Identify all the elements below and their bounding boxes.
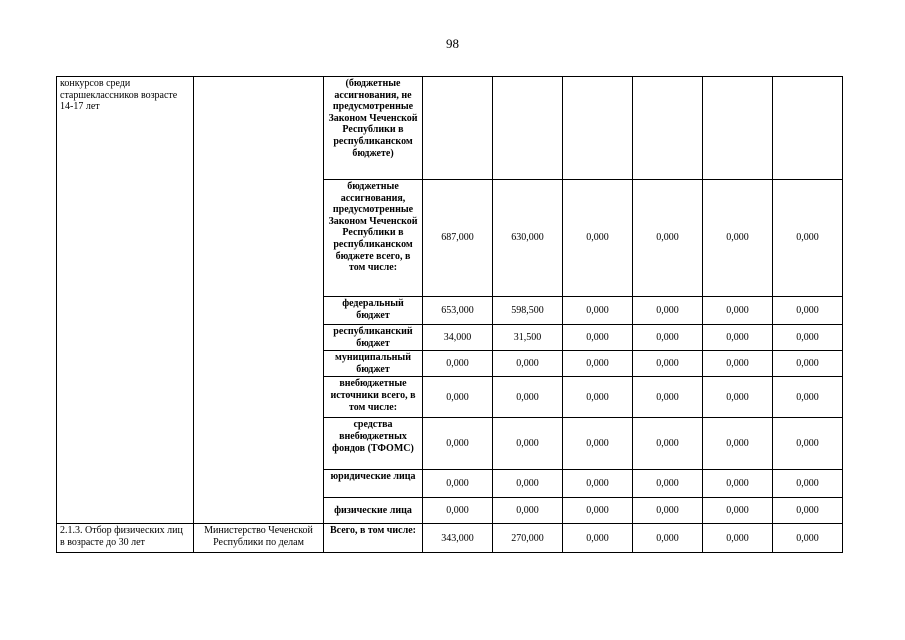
- value-cell: 687,000: [423, 180, 493, 297]
- page-number: 98: [446, 36, 459, 51]
- funding-source-cell: муниципальный бюджет: [324, 351, 423, 377]
- value-cell: 0,000: [423, 498, 493, 524]
- executor-cell: [194, 77, 324, 524]
- value-cell: [703, 77, 773, 180]
- value-cell: 598,500: [493, 297, 563, 325]
- value-cell: [563, 77, 633, 180]
- value-cell: 31,500: [493, 325, 563, 351]
- funding-source-cell: внебюджетные источники всего, в том числе:: [324, 377, 423, 418]
- value-cell: 0,000: [563, 498, 633, 524]
- value-cell: 0,000: [703, 377, 773, 418]
- value-cell: 0,000: [773, 498, 843, 524]
- event-name-cell: конкурсов среди старшеклассников возрасте 14-17 лет: [57, 77, 194, 524]
- funding-source-cell: бюджетные ассигнования, предусмотренные Законом Чеченской Республики в республиканском бюджете всего, в том числе:: [324, 180, 423, 297]
- funding-source-cell: физические лица: [324, 498, 423, 524]
- value-cell: 0,000: [773, 524, 843, 553]
- value-cell: 0,000: [703, 524, 773, 553]
- table-body: [57, 77, 843, 553]
- value-cell: 0,000: [633, 418, 703, 470]
- value-cell: 0,000: [633, 297, 703, 325]
- funding-source-cell: средства внебюджетных фондов (ТФОМС): [324, 418, 423, 470]
- value-cell: [773, 77, 843, 180]
- value-cell: 0,000: [633, 498, 703, 524]
- value-cell: 343,000: [423, 524, 493, 553]
- value-cell: 0,000: [773, 470, 843, 498]
- value-cell: 0,000: [633, 524, 703, 553]
- value-cell: 0,000: [703, 470, 773, 498]
- value-cell: 0,000: [773, 297, 843, 325]
- budget-table: [56, 76, 843, 553]
- value-cell: 0,000: [703, 180, 773, 297]
- event-name-cell: 2.1.3. Отбор физических лиц в возрасте до 30 лет: [57, 524, 194, 553]
- value-cell: 0,000: [493, 470, 563, 498]
- value-cell: 0,000: [493, 377, 563, 418]
- executor-cell: Министерство Чеченской Республики по делам: [194, 524, 324, 553]
- value-cell: 0,000: [703, 325, 773, 351]
- value-cell: 0,000: [633, 180, 703, 297]
- value-cell: 0,000: [423, 470, 493, 498]
- value-cell: 0,000: [563, 524, 633, 553]
- value-cell: 0,000: [423, 377, 493, 418]
- funding-source-cell: юридические лица: [324, 470, 423, 498]
- value-cell: 0,000: [563, 470, 633, 498]
- value-cell: 0,000: [633, 470, 703, 498]
- table-row: [57, 524, 843, 553]
- value-cell: 0,000: [423, 418, 493, 470]
- funding-source-cell: республиканский бюджет: [324, 325, 423, 351]
- value-cell: 0,000: [773, 418, 843, 470]
- value-cell: 0,000: [633, 351, 703, 377]
- value-cell: 0,000: [493, 498, 563, 524]
- value-cell: 0,000: [493, 351, 563, 377]
- value-cell: 0,000: [773, 325, 843, 351]
- value-cell: 0,000: [703, 297, 773, 325]
- value-cell: 0,000: [773, 351, 843, 377]
- value-cell: 0,000: [633, 377, 703, 418]
- table-row: [57, 77, 843, 180]
- value-cell: 0,000: [703, 351, 773, 377]
- value-cell: 34,000: [423, 325, 493, 351]
- value-cell: 0,000: [563, 377, 633, 418]
- value-cell: 0,000: [773, 180, 843, 297]
- value-cell: 0,000: [703, 418, 773, 470]
- value-cell: 0,000: [633, 325, 703, 351]
- value-cell: 0,000: [563, 297, 633, 325]
- value-cell: [423, 77, 493, 180]
- value-cell: [633, 77, 703, 180]
- value-cell: [493, 77, 563, 180]
- value-cell: 0,000: [563, 325, 633, 351]
- value-cell: 270,000: [493, 524, 563, 553]
- value-cell: 0,000: [703, 498, 773, 524]
- value-cell: 0,000: [563, 180, 633, 297]
- value-cell: 653,000: [423, 297, 493, 325]
- value-cell: 630,000: [493, 180, 563, 297]
- funding-source-cell: федеральный бюджет: [324, 297, 423, 325]
- funding-source-cell: (бюджетные ассигнования, не предусмотренные Законом Чеченской Республики в республиканском бюджете): [324, 77, 423, 180]
- value-cell: 0,000: [423, 351, 493, 377]
- value-cell: 0,000: [773, 377, 843, 418]
- value-cell: 0,000: [563, 351, 633, 377]
- value-cell: 0,000: [563, 418, 633, 470]
- value-cell: 0,000: [493, 418, 563, 470]
- funding-source-cell: Всего, в том числе:: [324, 524, 423, 553]
